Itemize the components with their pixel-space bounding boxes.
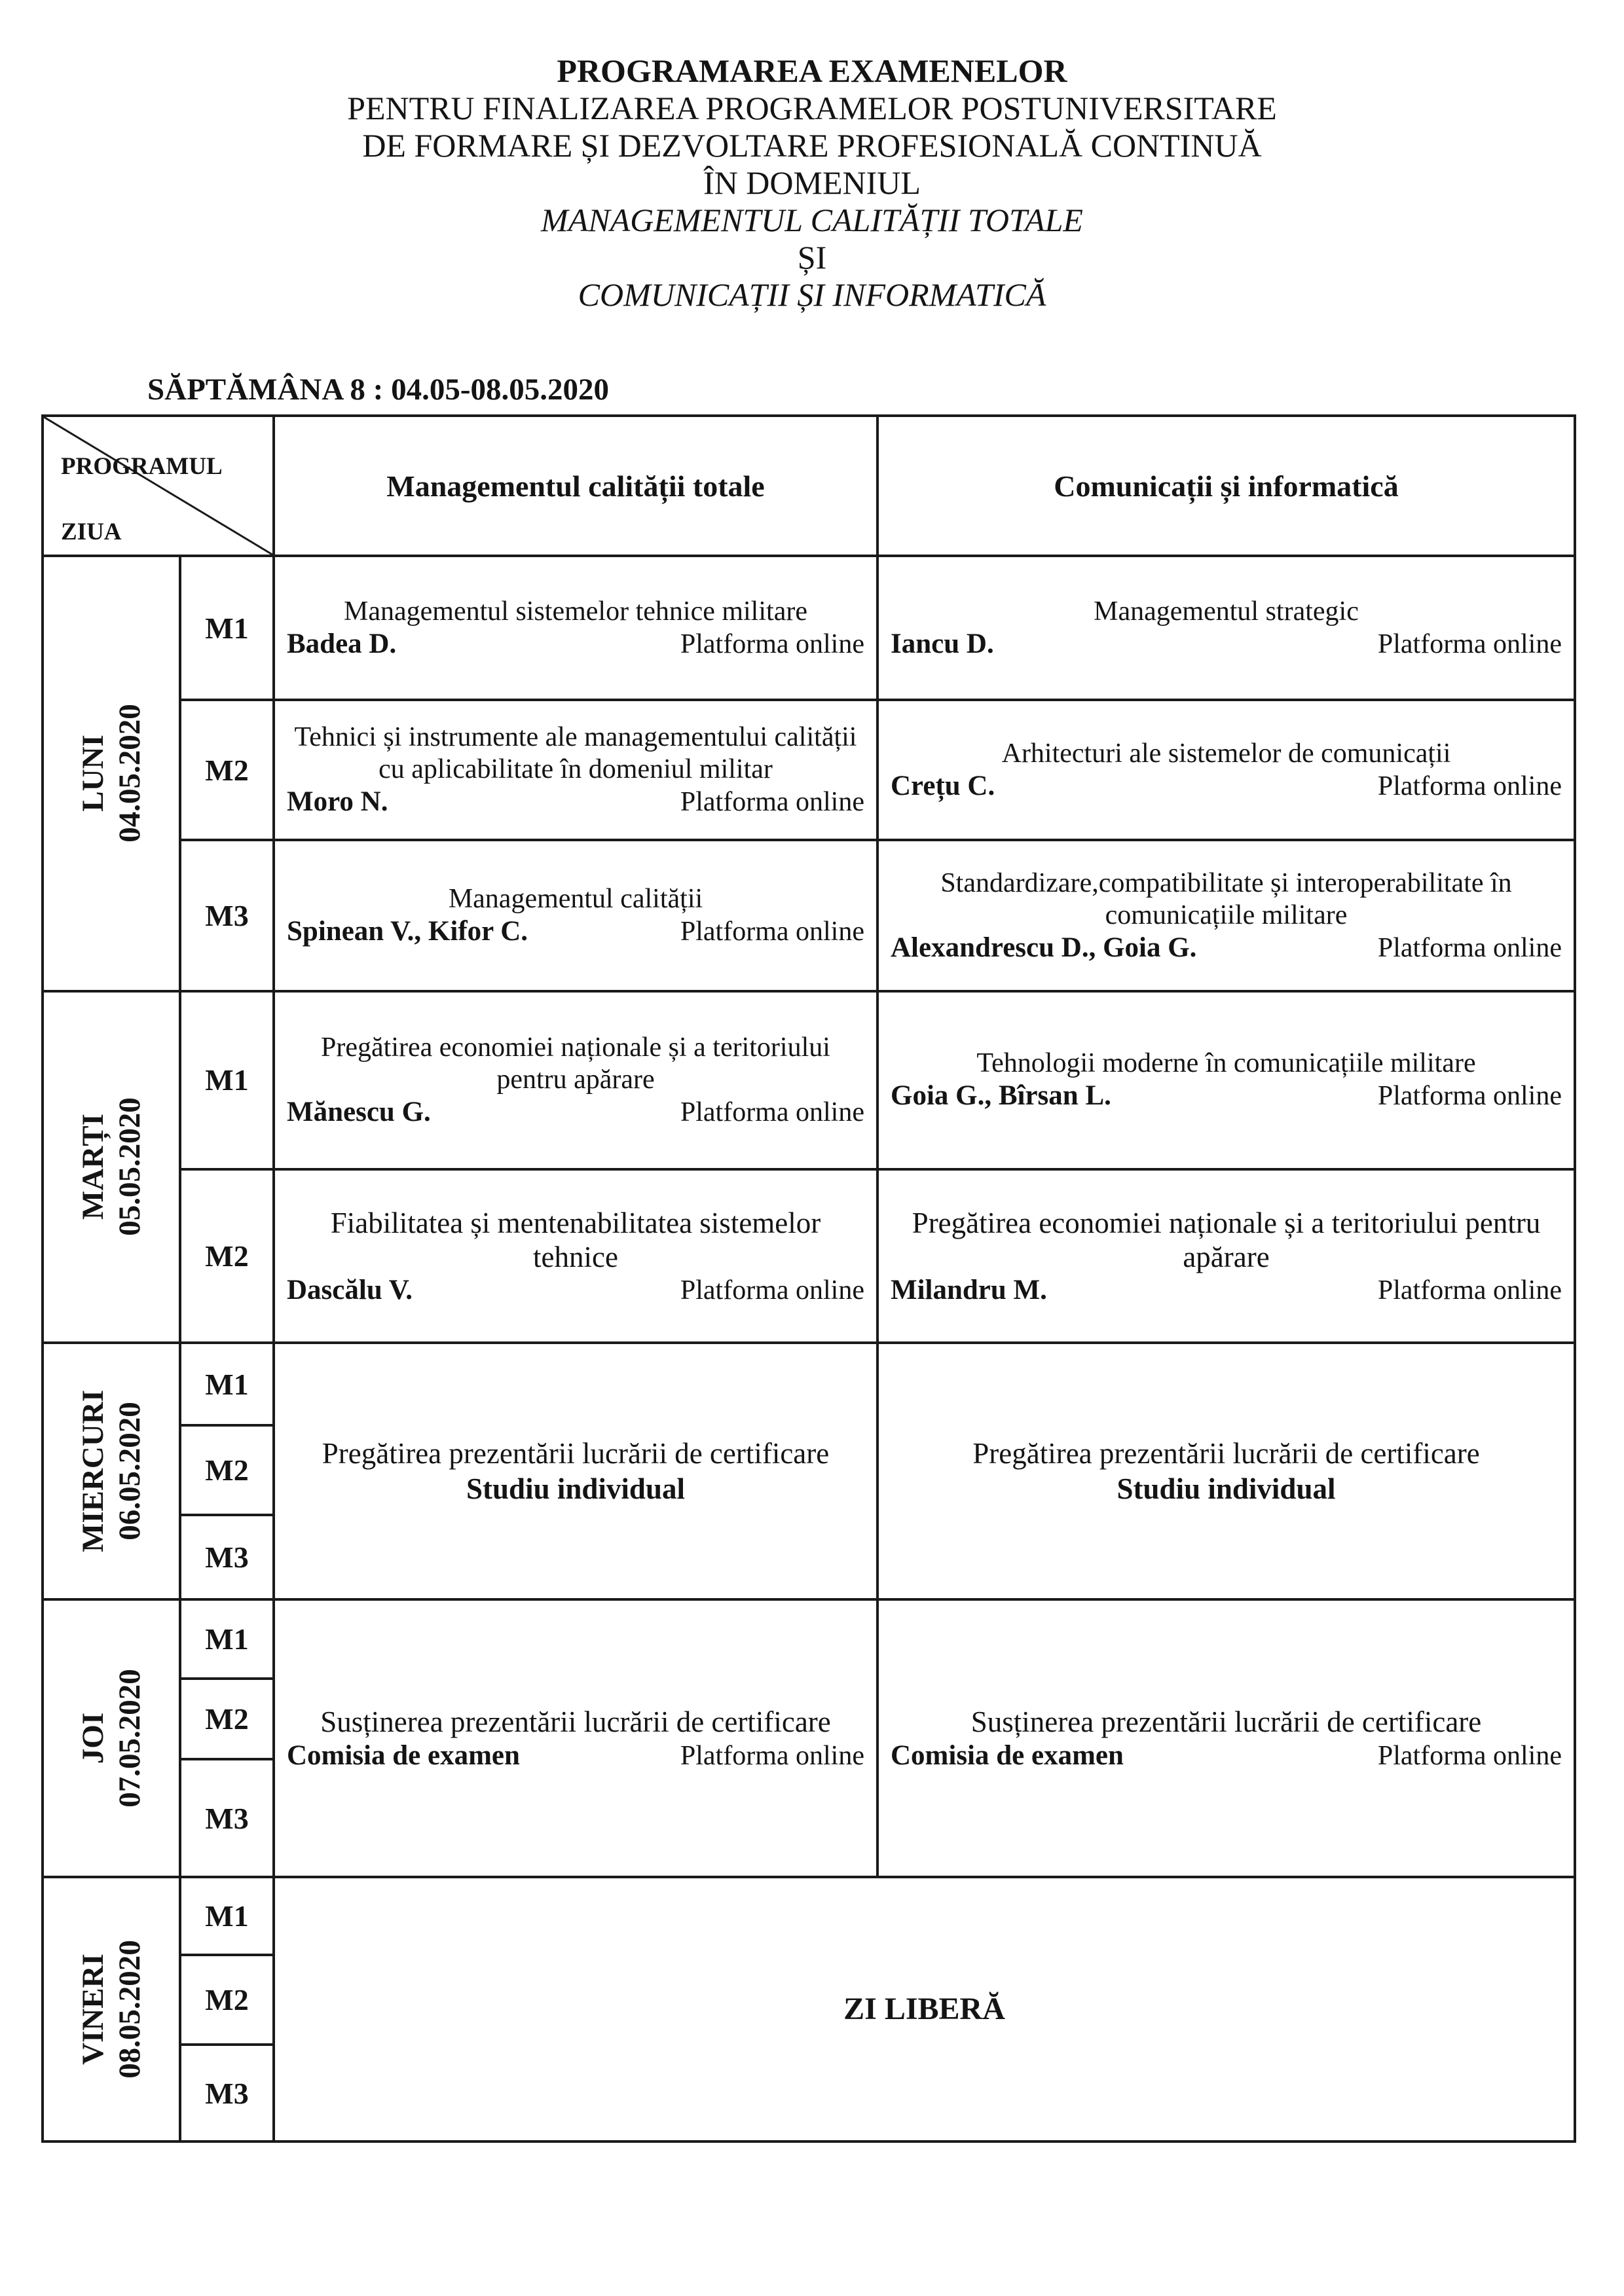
table-row <box>43 991 1575 1170</box>
header-row <box>43 416 1575 556</box>
day-name: JOI <box>76 1712 110 1764</box>
day-name: MARȚI <box>76 1114 110 1220</box>
exam-location: Platforma online <box>1377 1740 1562 1771</box>
module-label: M3 <box>180 2045 274 2141</box>
domain-1: MANAGEMENTUL CALITĂȚII TOTALE <box>541 202 1083 238</box>
module-label: M3 <box>180 1759 274 1877</box>
exam-cell <box>877 1599 1575 1877</box>
module-label: M3 <box>180 840 274 991</box>
table-row <box>43 556 1575 700</box>
day-date: 07.05.2020 <box>113 1669 147 1808</box>
corner-label-day: ZIUA <box>61 519 122 545</box>
exam-subject: Pregătirea economiei naționale și a teritoriului pentru apărare <box>912 1206 1541 1273</box>
exam-cell <box>877 1169 1575 1343</box>
module-label: M2 <box>180 1169 274 1343</box>
exam-teacher: Iancu D. <box>891 628 994 659</box>
column-header-ci: Comunicații și informatică <box>877 416 1575 556</box>
day-name: VINERI <box>76 1954 110 2065</box>
schedule-table <box>41 414 1576 2143</box>
module-label: M1 <box>180 1599 274 1679</box>
exam-subject: Pregătirea prezentării lucrării de certificare <box>322 1436 830 1470</box>
exam-location: Platforma online <box>1377 932 1562 963</box>
exam-subject: Managementul strategic <box>1094 596 1359 627</box>
exam-teacher: Crețu C. <box>891 770 995 801</box>
column-header-mct: Managementul calității totale <box>274 416 877 556</box>
exam-cell <box>274 1169 877 1343</box>
document-header <box>0 52 1624 314</box>
table-row <box>43 1169 1575 1343</box>
exam-location: Platforma online <box>1377 1275 1562 1305</box>
exam-mode: Studiu individual <box>1116 1472 1336 1505</box>
table-row <box>43 700 1575 840</box>
exam-teacher: Mănescu G. <box>287 1096 431 1127</box>
exam-subject: Susținerea prezentării lucrării de certificare <box>320 1705 831 1738</box>
exam-subject: Managementul sistemelor tehnice militare <box>344 596 807 627</box>
exam-location: Platforma online <box>680 1275 864 1305</box>
module-label: M2 <box>180 1955 274 2045</box>
exam-location: Platforma online <box>680 1740 864 1771</box>
exam-cell <box>274 556 877 700</box>
corner-label-program: PROGRAMUL <box>61 453 223 480</box>
conjunction: ȘI <box>797 239 827 276</box>
exam-location: Platforma online <box>1377 629 1562 659</box>
day-name: MIERCURI <box>76 1389 110 1552</box>
exam-cell <box>877 700 1575 840</box>
exam-location: Platforma online <box>680 787 864 818</box>
exam-mode: Studiu individual <box>466 1472 685 1505</box>
domain-2: COMUNICAȚII ȘI INFORMATICĂ <box>578 276 1046 313</box>
exam-subject: Standardizare,compatibilitate și interoperabilitate în comunicațiile militare <box>940 867 1512 930</box>
subtitle-line-3: ÎN DOMENIUL <box>703 164 921 201</box>
exam-teacher: Moro N. <box>287 786 388 818</box>
exam-cell <box>274 1343 877 1599</box>
day-cell-miercuri <box>43 1343 180 1599</box>
module-label: M1 <box>180 1343 274 1425</box>
module-label: M1 <box>180 556 274 700</box>
day-cell-marti <box>43 991 180 1343</box>
exam-subject: Pregătirea economiei naționale și a teritoriului pentru apărare <box>321 1032 830 1095</box>
exam-subject: Arhitecturi ale sistemelor de comunicații <box>1001 738 1451 769</box>
exam-subject: Managementul calității <box>448 884 703 914</box>
free-day-cell: ZI LIBERĂ <box>274 1877 1575 2141</box>
exam-teacher: Dascălu V. <box>287 1274 413 1305</box>
exam-subject: Tehnici și instrumente ale managementului calității cu aplicabilitate în domeniul militar <box>294 722 857 785</box>
exam-cell <box>877 991 1575 1170</box>
exam-cell <box>877 556 1575 700</box>
exam-location: Platforma online <box>680 917 864 947</box>
day-date: 05.05.2020 <box>113 1097 147 1237</box>
day-cell-luni <box>43 556 180 991</box>
exam-teacher: Milandru M. <box>891 1274 1047 1305</box>
table-row <box>43 840 1575 991</box>
exam-cell <box>274 991 877 1170</box>
module-label: M1 <box>180 991 274 1170</box>
module-label: M1 <box>180 1877 274 1955</box>
exam-subject: Susținerea prezentării lucrării de certificare <box>970 1705 1482 1738</box>
exam-cell <box>274 700 877 840</box>
exam-teacher: Badea D. <box>287 628 397 659</box>
exam-cell <box>274 1599 877 1877</box>
module-label: M3 <box>180 1515 274 1599</box>
day-date: 08.05.2020 <box>113 1940 147 2079</box>
exam-cell <box>877 1343 1575 1599</box>
exam-location: Platforma online <box>1377 771 1562 801</box>
exam-location: Platforma online <box>680 1097 864 1127</box>
table-row <box>43 1343 1575 1425</box>
exam-teacher: Comisia de examen <box>287 1740 520 1771</box>
subtitle-line-1: PENTRU FINALIZAREA PROGRAMELOR POSTUNIVERSITARE <box>347 90 1277 126</box>
day-date: 06.05.2020 <box>113 1402 147 1540</box>
day-cell-vineri <box>43 1877 180 2141</box>
day-date: 04.05.2020 <box>113 704 147 843</box>
module-label: M2 <box>180 1679 274 1759</box>
day-cell-joi <box>43 1599 180 1877</box>
exam-location: Platforma online <box>1377 1081 1562 1112</box>
exam-cell <box>274 840 877 991</box>
table-row <box>43 1599 1575 1679</box>
exam-teacher: Comisia de examen <box>891 1740 1124 1771</box>
day-name: LUNI <box>76 735 110 812</box>
exam-teacher: Spinean V., Kifor C. <box>287 916 528 947</box>
subtitle-line-2: DE FORMARE ȘI DEZVOLTARE PROFESIONALĂ CONTINUĂ <box>362 127 1262 164</box>
title: PROGRAMAREA EXAMENELOR <box>557 52 1067 89</box>
exam-cell <box>877 840 1575 991</box>
exam-teacher: Goia G., Bîrsan L. <box>891 1080 1111 1112</box>
exam-teacher: Alexandrescu D., Goia G. <box>891 932 1197 963</box>
corner-cell <box>43 416 274 556</box>
module-label: M2 <box>180 700 274 840</box>
module-label: M2 <box>180 1425 274 1514</box>
exam-subject: Fiabilitatea și mentenabilitatea sistemelor tehnice <box>330 1206 821 1273</box>
exam-subject: Pregătirea prezentării lucrării de certificare <box>972 1436 1480 1470</box>
week-label: SĂPTĂMÂNA 8 : 04.05-08.05.2020 <box>147 373 609 407</box>
exam-location: Platforma online <box>680 629 864 659</box>
table-row <box>43 1877 1575 1955</box>
exam-subject: Tehnologii moderne în comunicațiile militare <box>976 1048 1476 1079</box>
